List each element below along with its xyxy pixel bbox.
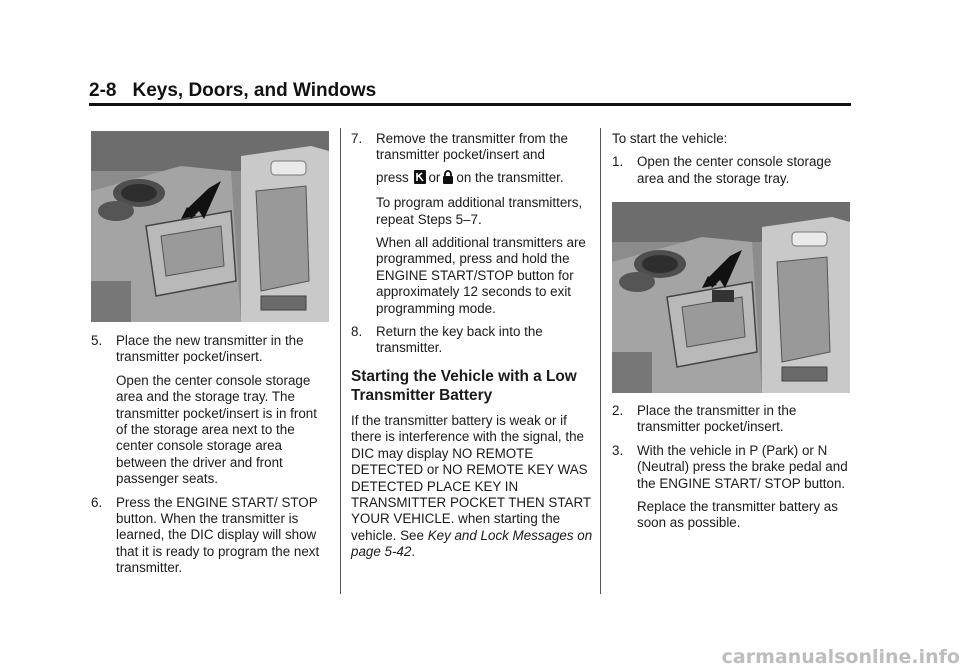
- watermark: carmanualsonline.info: [721, 646, 960, 668]
- step-number: 6.: [91, 494, 103, 510]
- column-3-top: [612, 131, 852, 187]
- step-5: [91, 333, 331, 366]
- column-divider: [600, 128, 601, 594]
- column-2: [351, 131, 593, 561]
- column-divider: [340, 128, 341, 594]
- step-5-detail: Open the center console storage area and the storage tray. The transmitter pocket/insert is in front of the storage area next to the center console storage area between the driver and front passenger seats.: [116, 372, 317, 487]
- intro-text: To start the vehicle:: [612, 131, 728, 146]
- or-text: or: [428, 169, 441, 185]
- step-number: 5.: [91, 333, 103, 348]
- step-7-note-2: When all additional transmitters are programmed, press and hold the ENGINE START/STOP button for approximately 12 seconds to exit programming mode.: [376, 235, 586, 316]
- column-1: [91, 333, 331, 577]
- step-7: [351, 131, 593, 164]
- step-number: 1.: [612, 154, 624, 170]
- console-photo-2-image: [612, 202, 850, 393]
- page-header: [89, 80, 376, 102]
- step-number: 2.: [612, 403, 624, 418]
- step-text: Place the new transmitter in the transmitter pocket/insert.: [116, 333, 304, 365]
- step-text: Place the transmitter in the transmitter pocket/insert.: [637, 403, 797, 435]
- start-step-1: [612, 154, 852, 187]
- step-text: With the vehicle in P (Park) or N (Neutral) press the brake pedal and the ENGINE START/ STOP button.: [637, 442, 848, 491]
- step-number: 7.: [351, 131, 363, 146]
- press-text: press: [376, 169, 409, 185]
- page-number: 2-8: [89, 80, 117, 101]
- console-photo-1-image: [91, 131, 329, 322]
- start-step-3-note: Replace the transmitter battery as soon as possible.: [637, 499, 838, 531]
- step-text: Press the ENGINE START/ STOP button. When the transmitter is learned, the DIC display will show that it is ready to program the next transmitter.: [116, 494, 320, 576]
- step-number: 3.: [612, 442, 624, 458]
- step-number: 8.: [351, 324, 363, 340]
- step-8: [351, 324, 593, 357]
- section-body-text: If the transmitter battery is weak or if there is interference with the signal, the DIC may display NO REMOTE DETECTED or NO REMOTE KEY WAS DETECTED PLACE KEY IN TRANSMITTER POCKET THEN START YOUR VEHICLE. when starting the vehicle. See: [351, 412, 591, 543]
- step-text: Remove the transmitter from the transmitter pocket/insert and: [376, 131, 569, 163]
- section-heading: Starting the Vehicle with a Low Transmitter Battery: [351, 367, 577, 404]
- step-7-end-text: on the transmitter.: [456, 169, 564, 185]
- column-3-bottom: [612, 403, 852, 532]
- start-step-2: [612, 403, 852, 436]
- chapter-title: Keys, Doors, and Windows: [132, 80, 377, 101]
- console-photo-1: [91, 131, 329, 322]
- step-7-press-line: [351, 170, 593, 188]
- console-photo-2: [612, 202, 850, 393]
- header-rule: [89, 103, 851, 106]
- section-body: [351, 413, 593, 561]
- step-text: Open the center console storage area and the storage tray.: [637, 154, 832, 186]
- step-7-note-1: To program additional transmitters, repeat Steps 5–7.: [376, 195, 583, 227]
- unlock-icon: [414, 170, 426, 188]
- lock-icon: [442, 170, 454, 188]
- cross-reference-link[interactable]: Key and Lock Messages on page 5-42: [351, 527, 593, 560]
- step-text: Return the key back into the transmitter.: [376, 324, 543, 356]
- start-step-3: [612, 443, 852, 492]
- section-body-end: .: [411, 544, 416, 560]
- step-6: [91, 495, 331, 577]
